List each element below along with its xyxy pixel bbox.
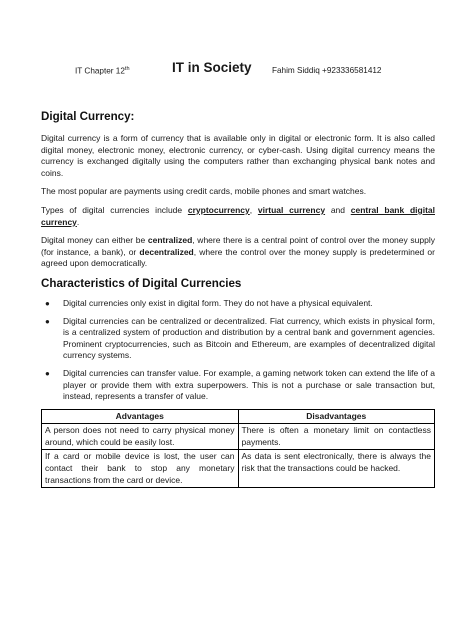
document-title: IT in Society	[172, 60, 252, 75]
advantages-disadvantages-table	[41, 409, 435, 489]
characteristics-list	[41, 298, 435, 403]
column-header-disadvantages: Disadvantages	[238, 409, 435, 424]
list-item: ● Digital currencies can be centralized or decentralized. Fiat currency, which exists in physical form, is a centralized system of production and distribution by a central bank and government agencies. Prominent cryptocurrencies, such as Bitcoin and Ethereum, are examples of decentralized digital currency systems.	[45, 315, 435, 361]
table-cell: There is often a monetary limit on contactless payments.	[238, 424, 435, 450]
term-decentralized: decentralized	[139, 246, 194, 257]
list-item: ● Digital currencies only exist in digital form. They do not have a physical equivalent.	[45, 297, 373, 308]
column-header-advantages: Advantages	[42, 409, 239, 424]
paragraph-popular-payments: The most popular are payments using credit cards, mobile phones and smart watches.	[41, 186, 367, 197]
paragraph-types: Types of digital currencies include cryptocurrency, virtual currency and central bank digital currency.	[41, 204, 435, 227]
table-header-row	[42, 409, 435, 424]
table-row	[42, 450, 435, 488]
section-heading-digital-currency: Digital Currency:	[41, 110, 135, 123]
bullet-icon: ●	[45, 298, 50, 308]
paragraph-definition: Digital currency is a form of currency that is available only in digital or electronic form. It is also called digital money, electronic money, electronic currency, or cyber-cash. Using digital currency means the currency is exchanged digitally using the computers rather than exchanging physical bank notes and coins.	[41, 133, 435, 178]
term-cryptocurrency: cryptocurrency	[187, 204, 250, 215]
chapter-label: IT Chapter 12th	[75, 66, 130, 76]
term-centralized: centralized	[147, 235, 193, 246]
term-virtual-currency: virtual currency	[257, 204, 326, 215]
bullet-icon: ●	[45, 368, 50, 378]
bullet-icon: ●	[45, 316, 50, 326]
page-header	[0, 60, 474, 80]
term-central-bank-digital-currency: central bank digital currency	[41, 204, 435, 227]
document-body	[41, 110, 435, 488]
table-row	[42, 424, 435, 450]
table-cell: A person does not need to carry physical money around, which could be easily lost.	[42, 424, 239, 450]
table-cell: If a card or mobile device is lost, the user can contact their bank to stop any monetary transactions from the card or device.	[42, 450, 239, 488]
paragraph-centralization: Digital money can either be centralized, where there is a central point of control over the money supply (for instance, a bank), or decentralized, where the control over the money supply is predetermined or agreed upon democratically.	[41, 235, 435, 269]
table-cell: As data is sent electronically, there is always the risk that the transactions could be hacked.	[238, 450, 435, 488]
list-item: ● Digital currencies can transfer value. For example, a gaming network token can extend the life of a player or provide them with extra superpowers. This is not a purchase or sale transaction but, instead, represents a transfer of value.	[45, 367, 435, 402]
section-heading-characteristics: Characteristics of Digital Currencies	[41, 276, 242, 290]
author-contact: Fahim Siddiq +923336581412	[272, 66, 382, 75]
